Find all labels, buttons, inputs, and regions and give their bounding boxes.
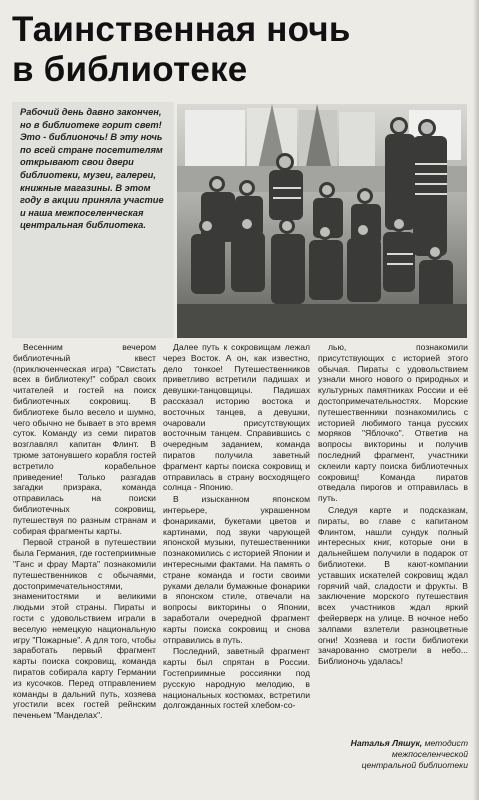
page-edge-shadow: [473, 0, 479, 800]
article-headline: [12, 10, 467, 90]
group-photo-image: [177, 104, 467, 338]
article-lead: Рабочий день давно закончен, но в библиотеке горит свет! Это - библионочь! В эту ночь по всей стране посетителям открывают свои двери библиотеки, музеи, галереи, книжные магазины. В этом году в акции приняла участие и наша межпоселенческая центральная библиотека.: [12, 102, 174, 338]
paragraph: Первой страной в путешествии была Германия, где гостеприимные "Ганс и фрау Марта" познакомили путешественников с обычаями, достопримечательностями, знаменитостями и великими людьми этой страны. Пираты и гости с удовольствием играли в веселую немецкую национальную игру "Пожарные". А для того, чтобы заработать первый фрагмент карты поиска сокровищ, команда пиратов собирала карту Германии из кусочков. Перед отправлением команды в дальний путь, хозяева угостили всех гостей рейнским печеньем "Манделах".: [13, 537, 156, 721]
article-column-1: [13, 342, 156, 780]
paragraph: Весенним вечером библиотечный квест (приключенческая игра) "Свистать всех в библиотеку!" собрал своих читателей и гостей на поиск библиотечных сокровищ. В библиотеке было весело и шумно, чего обычно не бывает в это время суток. Команду из семи пиратов возглавлял капитан Флинт. В трюме затонувшего корабля гостей встретило корабельное приведение! Только разгадав загадки призрака, команда отправилась на поиски библиотечных сокровищ, путешествуя по разным странам и собирая фрагменты карты.: [13, 342, 156, 536]
author-title-3: центральной библиотеки: [361, 760, 468, 770]
headline-line-1: Таинственная ночь: [12, 10, 351, 49]
article-column-2: [163, 342, 310, 780]
author-signature: [318, 738, 468, 771]
author-name: Наталья Ляшук,: [350, 738, 423, 748]
article-column-3: [318, 342, 468, 722]
group-photo: [177, 104, 467, 338]
paragraph: Последний, заветный фрагмент карты был спрятан в России. Гостеприимные россиянки под русскую народную мелодию, в национальных костюмах, встретили долгожданных гостей хлебом-со-: [163, 646, 310, 711]
paragraph: лью, познакомили присутствующих с историей этого обычая. Пираты с удовольствием узнали много нового о природных и культурных памятниках России и её достопримечательностях. Морские путешественники познакомились с историей любимого танца русских моряков "Яблочко". Ответив на вопросы викторины и получив последний фрагмент, участники склеили карту поиска библиотечных сокровищ! Команда пиратов отведала пирогов и отправилась в путь.: [318, 342, 468, 504]
paragraph: Далее путь к сокровищам лежал через Восток. А он, как известно, дело тонкое! Путешественников приветливо встретили падишах и девушки-танцовщицы. Падишах рассказал историю востока и восточных танцев, а девушки, очаровали присутствующих восточным танцем. Справившись с очередным заданием, команда пиратов получила заветный фрагмент карты поиска сокровищ и отправилась в страну восходящего солнца - Японию.: [163, 342, 310, 493]
paragraph: В изысканном японском интерьере, украшенном фонариками, букетами цветов и картинами, под звуки чарующей японской музыки, путешественники познакомились с историей Японии и интересными фактами. На память о стране команда и гости своими руками делали бумажные фонарики в японском стиле, отвечали на вопросы викторины о Японии, заработали очередной фрагмент карты поиска сокровищ и снова отправились в путь.: [163, 494, 310, 645]
author-title-1: методист: [424, 738, 468, 748]
headline-line-2: в библиотеке: [12, 50, 248, 89]
author-title-2: межпоселенческой: [391, 749, 468, 759]
paragraph: Следуя карте и подсказкам, пираты, во главе с капитаном Флинтом, нашли сундук полный интересных книг, которые они в дальнейшем получили в подарок от библиотеки. В кают-компании уставших искателей сокровищ ждал горячий чай, сладости и фрукты. В заключение морского путешествия всех участников ждал яркий фейерверк на улице. В ночное небо залпами взлетели разноцветные огни! Хозяева и гости библиотеки зачарованно смотрели в небо... Библионочь удалась!: [318, 504, 468, 667]
